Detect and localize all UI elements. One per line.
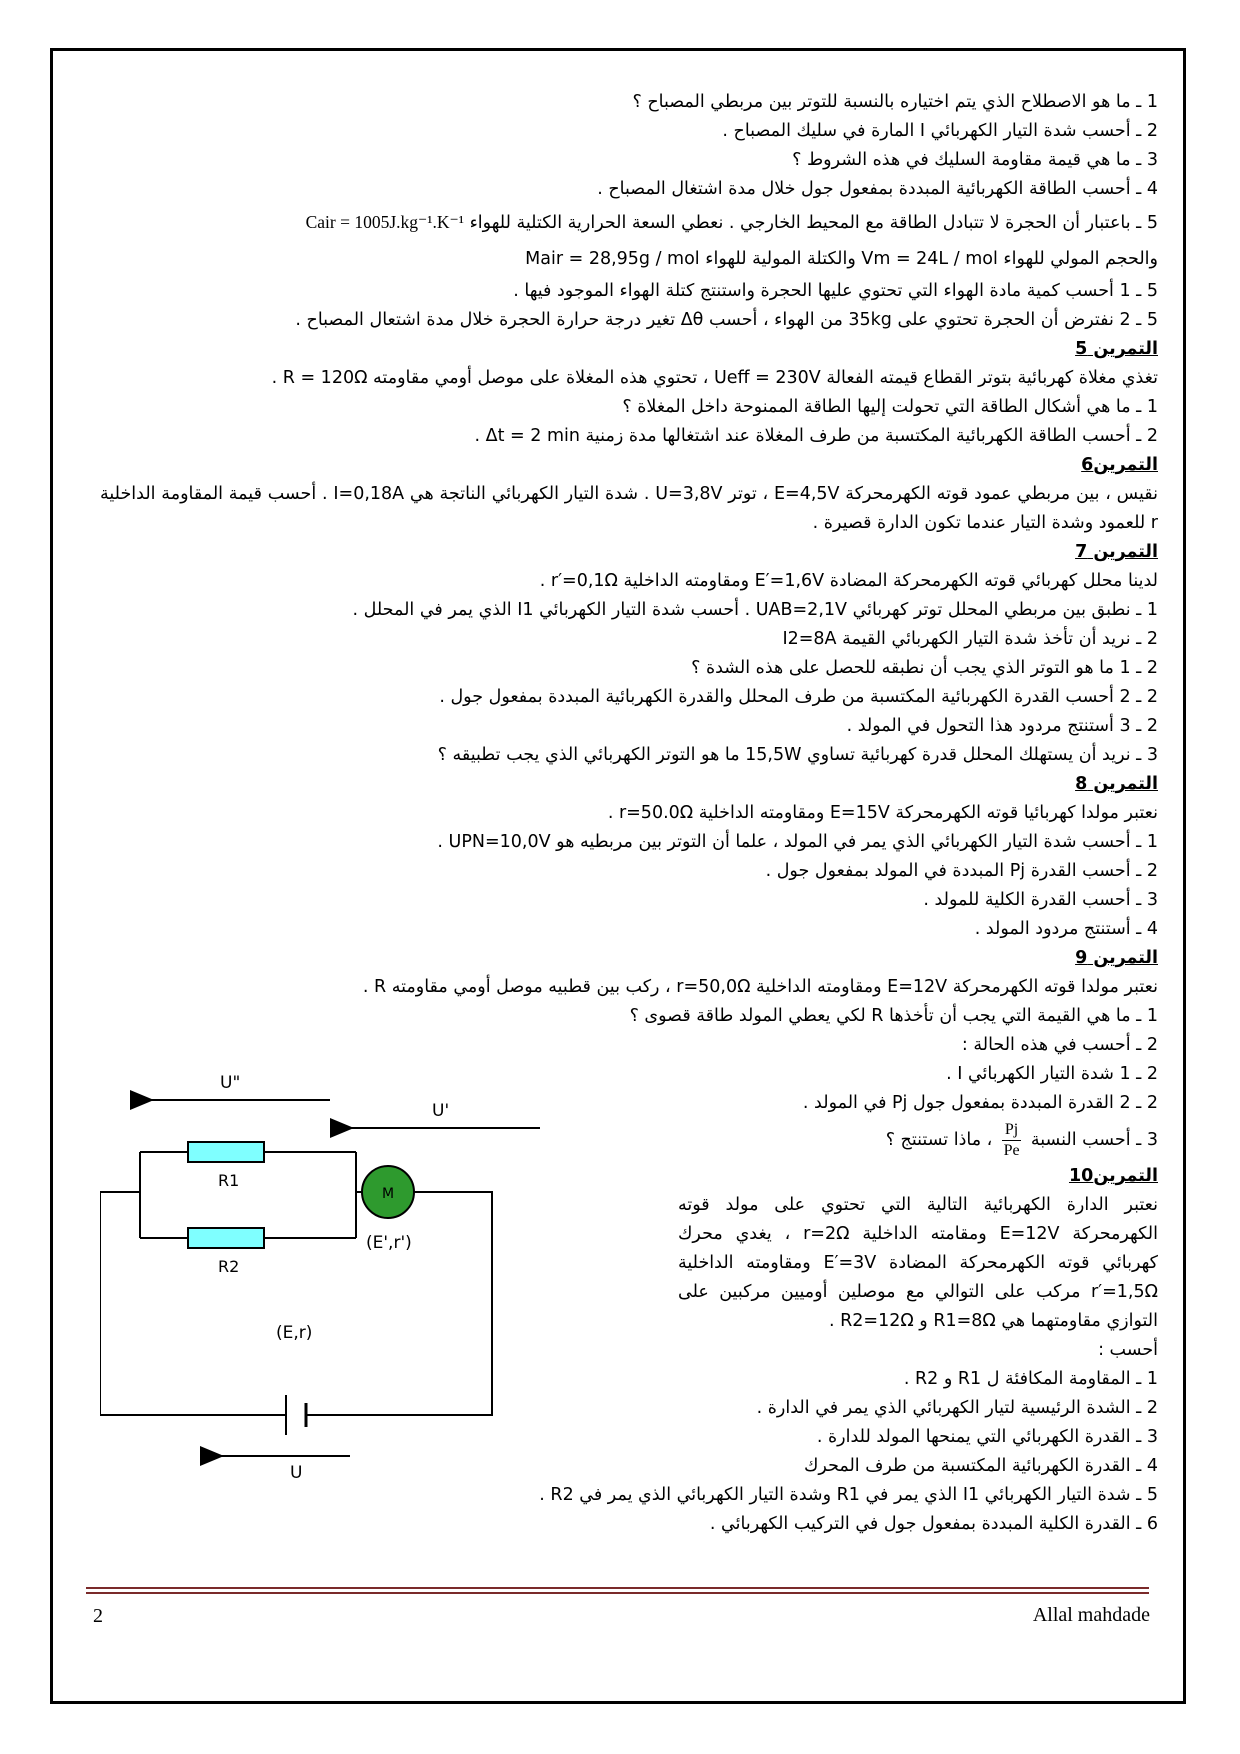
line-text: 2 ـ نريد أن تأخذ شدة التيار الكهربائي القيمة I2=8A <box>782 629 1158 649</box>
line-math: Cair = 1005J.kg⁻¹.K⁻¹ <box>305 212 464 232</box>
line-ex6t <box>100 480 1158 538</box>
resistor-r2 <box>188 1228 264 1248</box>
ex10-intro-block <box>678 1191 1158 1365</box>
ratio-numerator: Pj <box>1002 1120 1021 1141</box>
line-q51 <box>100 277 1158 306</box>
footer-rule-2 <box>86 1592 1149 1594</box>
line-text: التمرين 8 <box>1075 774 1158 794</box>
ex9-q3-after: ، ماذا تستنتج ؟ <box>885 1130 993 1150</box>
ex10-item: 3 ـ القدرة الكهربائي التي يمنحها المولد للدارة . <box>816 1427 1158 1447</box>
line-text: 5 ـ باعتبار أن الحجرة لا تتبادل الطاقة مع المحيط الخارجي . نعطي السعة الحرارية الكتلية للهواء <box>469 213 1158 233</box>
u1-label: U' <box>432 1101 450 1121</box>
line-ex9 <box>100 944 1158 973</box>
line-ex7 <box>100 538 1158 567</box>
line-q5b <box>100 241 1158 277</box>
line-ex5q2 <box>100 422 1158 451</box>
line-text: 2 ـ 1 شدة التيار الكهربائي I . <box>946 1064 1158 1084</box>
line-text: 3 ـ ما هي قيمة مقاومة السليك في هذه الشروط ؟ <box>792 150 1158 170</box>
line-text: 2 ـ 3 أستنتج مردود هذا التحول في المولد . <box>846 716 1158 736</box>
line-text: التمرين6 <box>1081 455 1158 475</box>
u-label: U <box>290 1463 303 1480</box>
gen-label: (E,r) <box>276 1323 313 1343</box>
wire-left <box>100 1152 286 1415</box>
line-ex8q4 <box>100 915 1158 944</box>
line-text: 1 ـ ما هو الاصطلاح الذي يتم اختياره بالنسبة للتوتر بين مربطي المصباح ؟ <box>632 92 1158 112</box>
line-ex8q2 <box>100 857 1158 886</box>
line-text: 1 ـ نطبق بين مربطي المحلل توتر كهربائي UAB=2,1V . أحسب شدة التيار الكهربائي I1 الذي يمر في المحلل . <box>352 600 1158 620</box>
line-q52 <box>100 306 1158 335</box>
line-text: 2 ـ أحسب شدة التيار الكهربائي I المارة في سليك المصباح . <box>722 121 1158 141</box>
line-ex7t <box>100 567 1158 596</box>
line-text: لدينا محلل كهربائي قوته الكهرمحركة المضادة E′=1,6V ومقاومته الداخلية r′=0,1Ω . <box>539 571 1158 591</box>
line-text: 2 ـ أحسب الطاقة الكهربائية المكتسبة من طرف المغلاة عند اشتغالها مدة زمنية Δt = 2 min . <box>474 426 1158 446</box>
line-text: 4 ـ أحسب الطاقة الكهربائية المبددة بمفعول جول خلال مدة اشتغال المصباح . <box>597 179 1158 199</box>
line-ex7q2 <box>100 625 1158 654</box>
motor-symbol: M <box>382 1186 395 1202</box>
line-ex5 <box>100 335 1158 364</box>
line-q4 <box>100 175 1158 204</box>
line-text: تغذي مغلاة كهربائية بتوتر القطاع قيمته الفعالة Ueff = 230V ، تحتوي هذه المغلاة على موصل أومي مقاومته R = 120Ω . <box>271 368 1158 388</box>
line-text: 2 ـ أحسب في هذه الحالة : <box>961 1035 1158 1055</box>
ex10-ahsib: أحسب : <box>1098 1340 1158 1360</box>
ratio-fraction <box>1002 1120 1021 1161</box>
line-q1 <box>100 88 1158 117</box>
line-ex8 <box>100 770 1158 799</box>
line-ex5t <box>100 364 1158 393</box>
line-text: 2 ـ أحسب القدرة Pj المبددة في المولد بمفعول جول . <box>765 861 1158 881</box>
ex10-item: 4 ـ القدرة الكهربائية المكتسبة من طرف المحرك <box>803 1456 1158 1476</box>
line-ex8t <box>100 799 1158 828</box>
u2-label: U" <box>220 1073 241 1093</box>
line-q2 <box>100 117 1158 146</box>
ex10-title: التمرين10 <box>1068 1166 1158 1186</box>
line-q3 <box>100 146 1158 175</box>
line-text: 3 ـ نريد أن يستهلك المحلل قدرة كهربائية تساوي 15,5W ما هو التوتر الكهربائي الذي يجب تطبيقه ؟ <box>437 745 1158 765</box>
author-name: Allal mahdade <box>1032 1604 1150 1626</box>
line-text: 1 ـ ما هي أشكال الطاقة التي تحولت إليها الطاقة الممنوحة داخل المغلاة ؟ <box>622 397 1158 417</box>
line-text: نعتبر مولدا قوته الكهرمحركة E=12V ومقاومته الداخلية r=50,0Ω ، ركب بين قطبيه موصل أومي مقاومته R . <box>362 977 1158 997</box>
ex10-item: 2 ـ الشدة الرئيسية لتيار الكهربائي الذي يمر في الدارة . <box>756 1398 1158 1418</box>
exercise-lines <box>100 88 1158 1118</box>
line-ex7q23 <box>100 712 1158 741</box>
line-text: نعتبر مولدا كهربائيا قوته الكهرمحركة E=15V ومقاومته الداخلية r=50.0Ω . <box>607 803 1158 823</box>
motor-params-label: (E',r') <box>366 1233 412 1253</box>
line-text: نقيس ، بين مربطي عمود قوته الكهرمحركة E=4,5V ، توتر U=3,8V . شدة التيار الكهربائي الناتجة هي I=0,18A . أحسب قيمة المقاومة الداخلية r للعمود وشدة التيار عندما تكون الدارة قصيرة . <box>100 484 1158 533</box>
r1-label: R1 <box>218 1171 240 1190</box>
line-text: 1 ـ أحسب شدة التيار الكهربائي الذي يمر في المولد ، علما أن التوتر بين مربطيه هو UPN=10,0V . <box>437 832 1158 852</box>
line-text: 4 ـ أستنتج مردود المولد . <box>974 919 1158 939</box>
page-number: 2 <box>93 1605 103 1627</box>
line-text: 2 ـ 2 أحسب القدرة الكهربائية المكتسبة من طرف المحلل والقدرة الكهربائية المبددة بمفعول جول . <box>439 687 1158 707</box>
ex10-intro: نعتبر الدارة الكهربائية التالية التي تحتوي على مولد قوته الكهرمحركة E=12V ومقامته الداخلية r=2Ω ، يغدي محرك كهربائي قوته الكهرمحركة المضادة E′=3V ومقاومته الداخلية r′=1,5Ω مركب على التوالي مع موصلين أوميين مركبين على التوازي مقاومتهما هي R1=8Ω و R2=12Ω . <box>678 1195 1158 1331</box>
line-ex9t <box>100 973 1158 1002</box>
line-text: التمرين 7 <box>1075 542 1158 562</box>
line-ex9q1 <box>100 1002 1158 1031</box>
line-ex9q2 <box>100 1031 1158 1060</box>
resistor-r1 <box>188 1142 264 1162</box>
ex10-item: 5 ـ شدة التيار الكهربائي I1 الذي يمر في R1 وشدة التيار الكهربائي الذي يمر في R2 . <box>539 1485 1158 1505</box>
line-ex6 <box>100 451 1158 480</box>
wire-right <box>306 1192 492 1415</box>
line-ex5q1 <box>100 393 1158 422</box>
line-text: 5 ـ 1 أحسب كمية مادة الهواء التي تحتوي عليها الحجرة واستنتج كتلة الهواء الموجود فيها . <box>513 281 1158 301</box>
line-q5 <box>100 204 1158 241</box>
r2-label: R2 <box>218 1257 240 1276</box>
ratio-denominator: Pe <box>1003 1141 1020 1159</box>
line-ex7q21 <box>100 654 1158 683</box>
line-ex8q1 <box>100 828 1158 857</box>
circuit-diagram <box>100 1070 570 1480</box>
line-ex7q3 <box>100 741 1158 770</box>
line-ex7q1 <box>100 596 1158 625</box>
line-text: 2 ـ 2 القدرة المبددة بمفعول جول Pj في المولد . <box>802 1093 1158 1113</box>
line-text: 2 ـ 1 ما هو التوتر الذي يجب أن نطبقه للحصل على هذه الشدة ؟ <box>691 658 1158 678</box>
ex9-q3-before: 3 ـ أحسب النسبة <box>1030 1130 1158 1150</box>
line-text: التمرين 9 <box>1075 948 1158 968</box>
line-text: 5 ـ 2 نفترض أن الحجرة تحتوي على 35kg من الهواء ، أحسب Δθ تغير درجة حرارة الحجرة خلال مدة اشتعال المصباح . <box>295 310 1158 330</box>
ex10-item: 1 ـ المقاومة المكافئة ل R1 و R2 . <box>903 1369 1158 1389</box>
line-ex8q3 <box>100 886 1158 915</box>
line-text: 3 ـ أحسب القدرة الكلية للمولد . <box>923 890 1158 910</box>
line-text: 1 ـ ما هي القيمة التي يجب أن تأخذها R لكي يعطي المولد طاقة قصوى ؟ <box>629 1006 1158 1026</box>
ex10-item: 6 ـ القدرة الكلية المبددة بمفعول جول في التركيب الكهربائي . <box>709 1514 1158 1534</box>
line-ex7q22 <box>100 683 1158 712</box>
footer-rule-1 <box>86 1587 1149 1589</box>
line-text: والحجم المولي للهواء Vm = 24L / mol والكتلة المولية للهواء Mair = 28,95g / mol <box>525 249 1158 269</box>
line-text: التمرين 5 <box>1075 339 1158 359</box>
